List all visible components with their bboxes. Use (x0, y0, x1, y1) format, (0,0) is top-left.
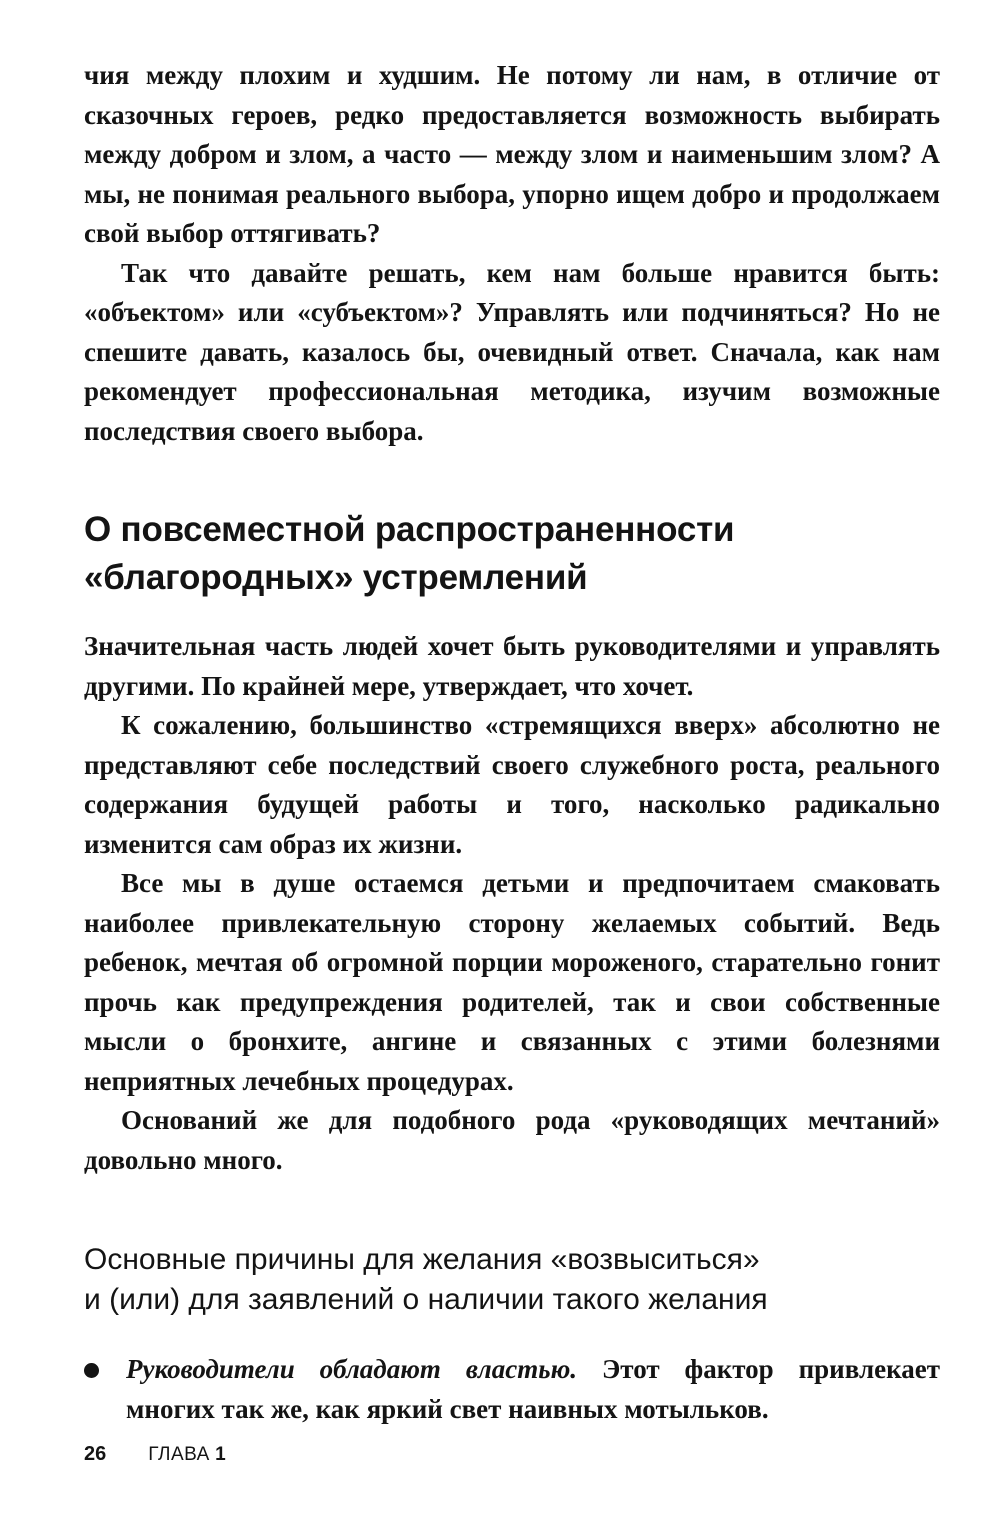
list-item (84, 1350, 940, 1429)
section-heading-line-1: О повсеместной распространенности (84, 510, 735, 549)
paragraph-children: Все мы в душе остаемся детьми и предпочитаем смаковать наиболее привлекательную сторону желаемых событий. Ведь ребенок, мечтая об огромной порции мороженого, старательно гонит прочь как предупреждения родителей, так и свои собственные мысли о бронхите, ангине и связанных с этими болезнями неприятных лечебных процедурах. (84, 868, 940, 1096)
page-number: 26 (84, 1443, 107, 1465)
subheading-line-2: и (или) для заявлений о наличии такого желания (84, 1283, 768, 1316)
section-heading (84, 506, 944, 602)
paragraph-reasons: Оснований же для подобного рода «руководящих мечтаний» довольно много. (84, 1105, 940, 1175)
page-footer (84, 1442, 226, 1467)
top-text-block (84, 56, 940, 451)
bullet-emphasis: Руководители обладают властью. (126, 1354, 578, 1384)
section-heading-line-2: «благородных» устремлений (84, 558, 588, 597)
paragraph-choice: Так что давайте решать, кем нам больше нравится быть: «объектом» или «субъектом»? Управлять или подчиняться? Но не спешите давать, казалось бы, очевидный ответ. Сначала, как нам рекомендует профессиональная методика, изучим возможные последствия своего выбора. (84, 257, 940, 446)
section-text-block (84, 627, 940, 1180)
paragraph-continuation: чия между плохим и худшим. Не потому ли нам, в отличие от сказочных героев, редко предоставляется возможность выбирать между добром и злом, а часто — между злом и наименьшим злом? А мы, не понимая реального выбора, упорно ищем добро и продолжаем свой выбор оттягивать? (84, 60, 940, 248)
paragraph-regret: К сожалению, большинство «стремящихся вверх» абсолютно не представляют себе последствий своего служебного роста, реального содержания будущей работы и того, насколько радикально изменится сам образ их жизни. (84, 710, 940, 859)
bullet-body: Этот фактор привлекает многих так же, как яркий свет наивных мотыльков. (126, 1354, 940, 1424)
chapter-label: ГЛАВА (148, 1444, 210, 1465)
bullet-text (126, 1350, 940, 1429)
subheading-line-1: Основные причины для желания «возвыситься» (84, 1243, 760, 1276)
chapter-number: 1 (215, 1444, 226, 1465)
paragraph-intro: Значительная часть людей хочет быть руководителями и управлять другими. По крайней мере, утверждает, что хочет. (84, 631, 940, 701)
bullet-icon (84, 1363, 99, 1378)
subheading (84, 1240, 944, 1320)
